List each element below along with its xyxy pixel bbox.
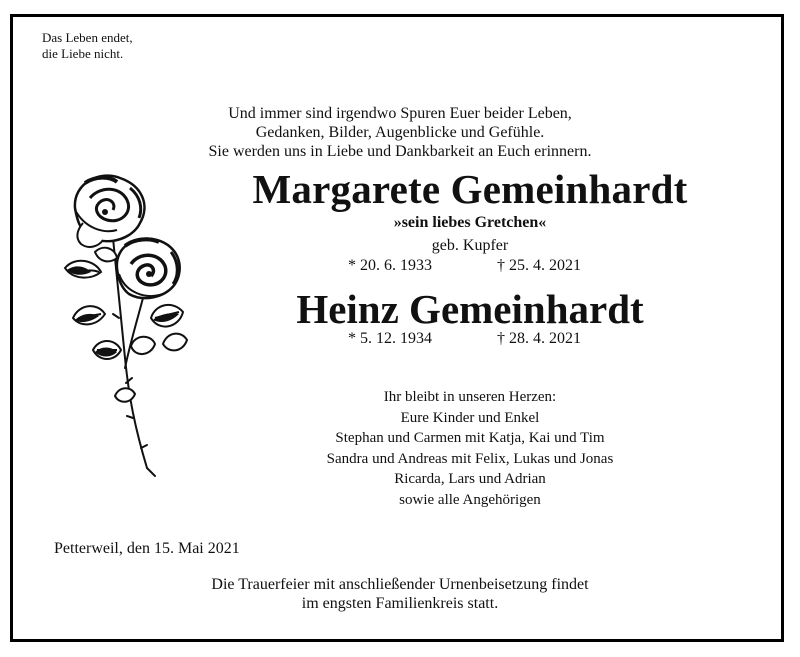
mourners-line: Ihr bleibt in unseren Herzen:	[383, 389, 557, 405]
mourners-list	[190, 387, 750, 510]
death-date: † 28. 4. 2021	[497, 330, 581, 347]
deceased-name: Margarete Gemeinhardt	[252, 166, 688, 212]
motto-line: die Liebe nicht.	[42, 46, 124, 61]
intro-verse	[0, 104, 800, 161]
motto-line: Das Leben endet,	[42, 30, 133, 45]
mourners-line: Stephan und Carmen mit Katja, Kai und Tim	[335, 430, 605, 446]
death-date: † 25. 4. 2021	[497, 257, 581, 274]
mourners-line: Ricarda, Lars und Adrian	[394, 471, 546, 487]
deceased-name: Heinz Gemeinhardt	[296, 286, 644, 332]
motto	[42, 30, 133, 62]
nickname: »sein liebes Gretchen«	[393, 214, 547, 231]
intro-line: Gedanken, Bilder, Augenblicke und Gefühle.	[255, 124, 545, 141]
maiden-name: geb. Kupfer	[431, 237, 509, 254]
service-note	[0, 575, 800, 613]
service-line: im engsten Familienkreis statt.	[301, 595, 499, 612]
mourners-line: Sandra und Andreas mit Felix, Lukas und Jonas	[326, 450, 614, 467]
rose-icon	[55, 168, 195, 478]
birth-date: * 5. 12. 1934	[348, 330, 432, 347]
birth-date: * 20. 6. 1933	[348, 257, 432, 274]
mourners-line: Eure Kinder und Enkel	[400, 409, 540, 426]
mourners-line: sowie alle Angehörigen	[399, 491, 541, 508]
intro-line: Sie werden uns in Liebe und Dankbarkeit an Euch erinnern.	[208, 143, 592, 160]
service-line: Die Trauerfeier mit anschließender Urnenbeisetzung findet	[211, 576, 589, 593]
place-date: Petterweil, den 15. Mai 2021	[54, 540, 240, 557]
intro-line: Und immer sind irgendwo Spuren Euer beider Leben,	[228, 105, 572, 122]
